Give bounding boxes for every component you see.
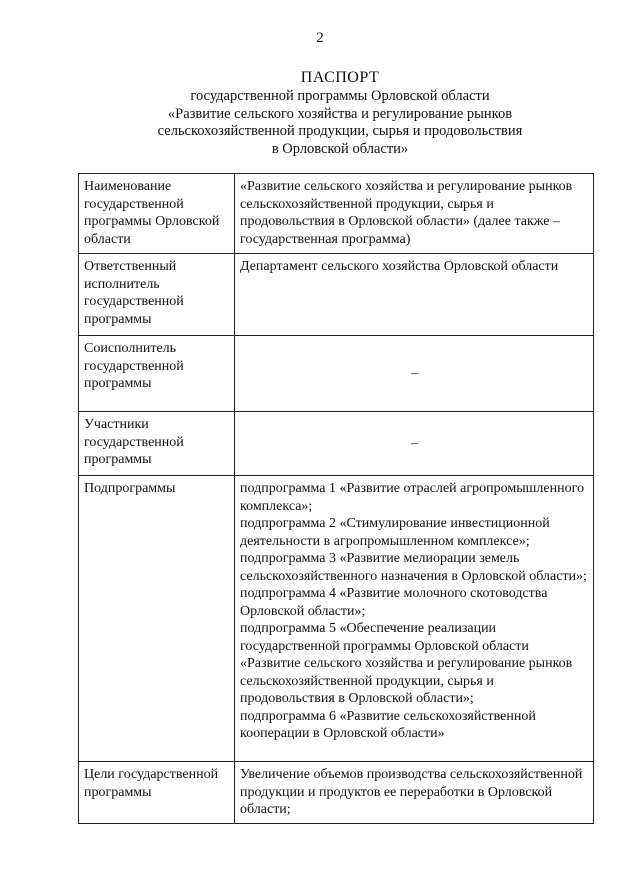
table-row-co-executor	[79, 336, 594, 412]
title-heading: ПАСПОРТ	[300, 69, 380, 86]
value-line: Департамент сельского хозяйства Орловской области	[240, 259, 559, 274]
value-line: подпрограмма 3 «Развитие мелиорации земель сельскохозяйственного назначения в Орловской области»;	[240, 551, 587, 584]
table-row-goals	[79, 762, 594, 824]
value-line: подпрограмма 6 «Развитие сельскохозяйственной кооперации в Орловской области»	[240, 708, 536, 741]
row-label: Ответственный исполнитель государственной программы	[79, 254, 235, 336]
row-label: Наименование государственной программы Орловской области	[79, 174, 235, 254]
row-value	[235, 412, 594, 476]
value-line: «Развитие сельского хозяйства и регулирование рынков сельскохозяйственной продукции, сырья и продовольствия в Орловской области» (далее также – государственная программа)	[240, 179, 573, 247]
value-line: –	[411, 435, 418, 451]
table-row-program-name	[79, 174, 594, 254]
row-label: Участники государственной программы	[79, 412, 235, 476]
page-number: 2	[316, 30, 324, 46]
value-line: подпрограмма 4 «Развитие молочного скотоводства Орловской области»;	[240, 586, 548, 619]
table-row-participants	[79, 412, 594, 476]
row-value	[235, 174, 594, 254]
value-line: –	[411, 365, 418, 381]
value-line: Увеличение объемов производства сельскохозяйственной продукции и продуктов ее переработки в Орловской области;	[240, 767, 583, 817]
row-label: Цели государственной программы	[79, 762, 235, 824]
document-title	[40, 68, 640, 158]
table-row-responsible	[79, 254, 594, 336]
title-line: государственной программы Орловской области	[190, 88, 490, 104]
row-value	[235, 336, 594, 412]
passport-table	[78, 173, 594, 824]
row-value	[235, 762, 594, 824]
title-line: «Развитие сельского хозяйства и регулирование рынков	[167, 105, 513, 122]
value-line: подпрограмма 1 «Развитие отраслей агропромышленного комплекса»;	[240, 481, 584, 514]
value-line: подпрограмма 2 «Стимулирование инвестиционной деятельности в агропромышленном комплексе»;	[240, 516, 550, 549]
value-line: подпрограмма 5 «Обеспечение реализации государственной программы Орловской области «Развитие сельского хозяйства и регулирование рынков сельскохозяйственной продукции, сырья и продовольствия в Орловской области»;	[240, 621, 573, 706]
table-row-subprograms	[79, 476, 594, 762]
row-value	[235, 254, 594, 336]
row-value	[235, 476, 594, 762]
title-line: в Орловской области»	[271, 140, 409, 157]
row-label: Соисполнитель государственной программы	[79, 336, 235, 412]
title-line: сельскохозяйственной продукции, сырья и продовольствия	[157, 123, 523, 139]
row-label: Подпрограммы	[79, 476, 235, 762]
